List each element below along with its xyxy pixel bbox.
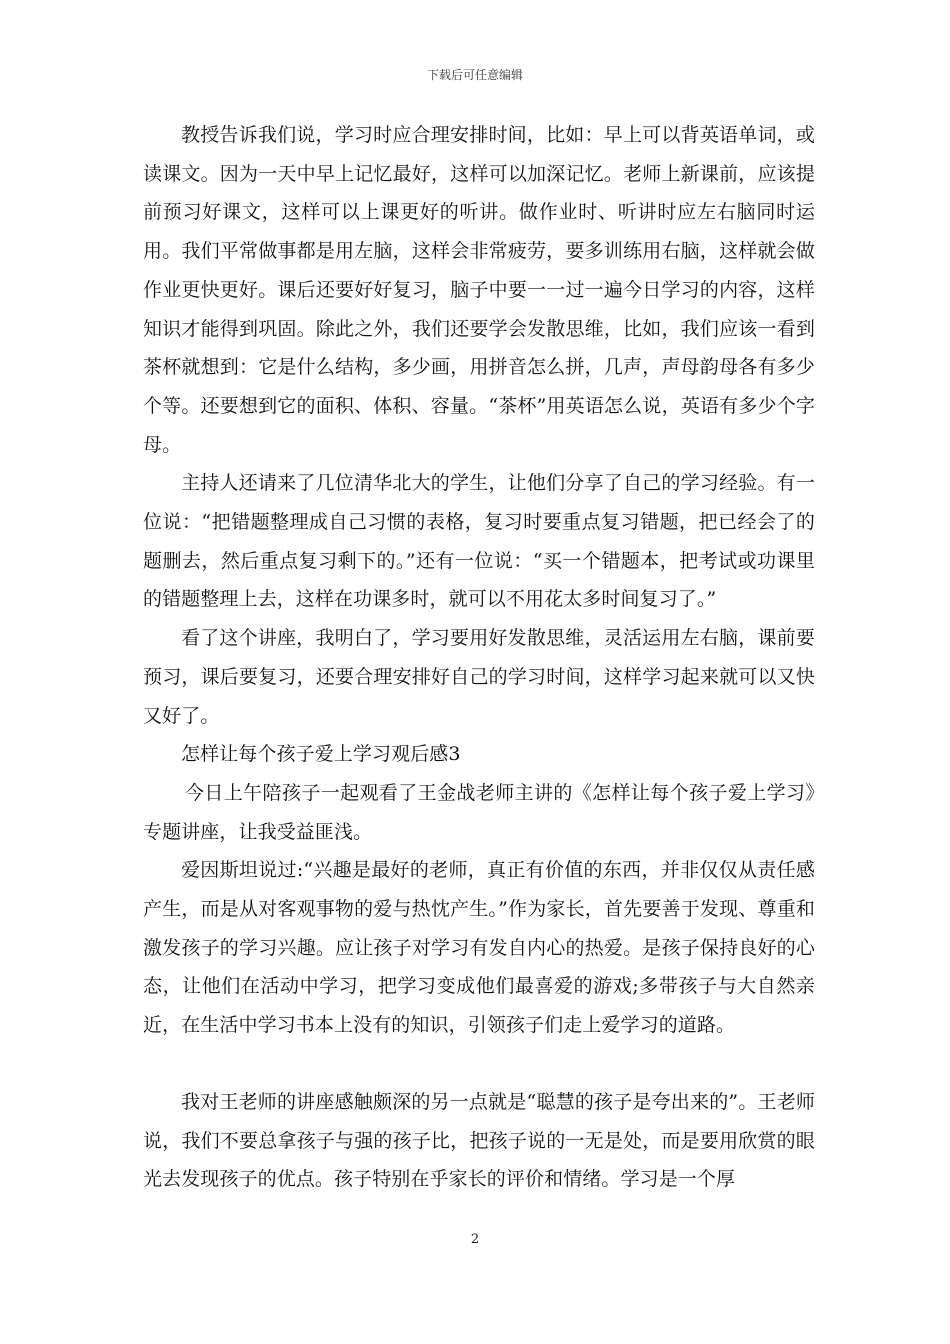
paragraph-student-experience: 主持人还请来了几位清华北大的学生，让他们分享了自己的学习经验。有一位说：“把错题整理成自己习惯的表格，复习时要重点复习错题，把已经会了的题删去，然后重点复习剩下的。”还有一位说：“买一个错题本，把考试或功课里的错题整理上去，这样在功课多时，就可以不用花太多时间复习了。”: [143, 472, 815, 611]
paragraph-einstein-quote: 爱因斯坦说过:“兴趣是最好的老师，真正有价值的东西，并非仅仅从责任感产生，而是从对客观事物的爱与热忱产生。”作为家长，首先要善于发现、尊重和激发孩子的学习兴趣。应让孩子对学习有发自内心的热爱。是孩子保持良好的心态，让他们在活动中学习，把学习变成他们最喜爱的游戏;多带孩子与大自然亲近，在生活中学习书本上没有的知识，引领孩子们走上爱学习的道路。: [143, 859, 815, 1037]
paragraph-praise: 我对王老师的讲座感触颇深的另一点就是“聪慧的孩子是夸出来的”。王老师说，我们不要总拿孩子与强的孩子比，把孩子说的一无是处，而是要用欣赏的眼光去发现孩子的优点。孩子特别在乎家长的评价和情绪。学习是一个厚: [143, 1090, 815, 1191]
section-title: 怎样让每个孩子爱上学习观后感3: [181, 743, 461, 766]
document-body: [143, 116, 815, 1199]
paragraph-lecture-intro: 今日上午陪孩子一起观看了王金战老师主讲的《怎样让每个孩子爱上学习》专题讲座，让我受益匪浅。: [143, 781, 815, 843]
paragraph-study-time: 教授告诉我们说，学习时应合理安排时间，比如：早上可以背英语单词，或读课文。因为一天中早上记忆最好，这样可以加深记忆。老师上新课前，应该提前预习好课文，这样可以上课更好的听讲。做作业时、听讲时应左右脑同时运用。我们平常做事都是用左脑，这样会非常疲劳，要多训练用右脑，这样就会做作业更快更好。课后还要好好复习，脑子中要一一过一遍今日学习的内容，这样知识才能得到巩固。除此之外，我们还要学会发散思维，比如，我们应该一看到茶杯就想到：它是什么结构，多少画，用拼音怎么拼，几声，声母韵母各有多少个等。还要想到它的面积、体积、容量。“茶杯”用英语怎么说，英语有多少个字母。: [143, 124, 815, 456]
page-number: 2: [470, 1232, 480, 1247]
paragraph-spacer: [143, 1045, 815, 1083]
paragraph-conclusion: 看了这个讲座，我明白了，学习要用好发散思维，灵活运用左右脑，课前要预习，课后要复习，还要合理安排好自己的学习时间，这样学习起来就可以又快又好了。: [143, 627, 815, 727]
page-header: 下载后可任意编辑: [426, 68, 523, 82]
